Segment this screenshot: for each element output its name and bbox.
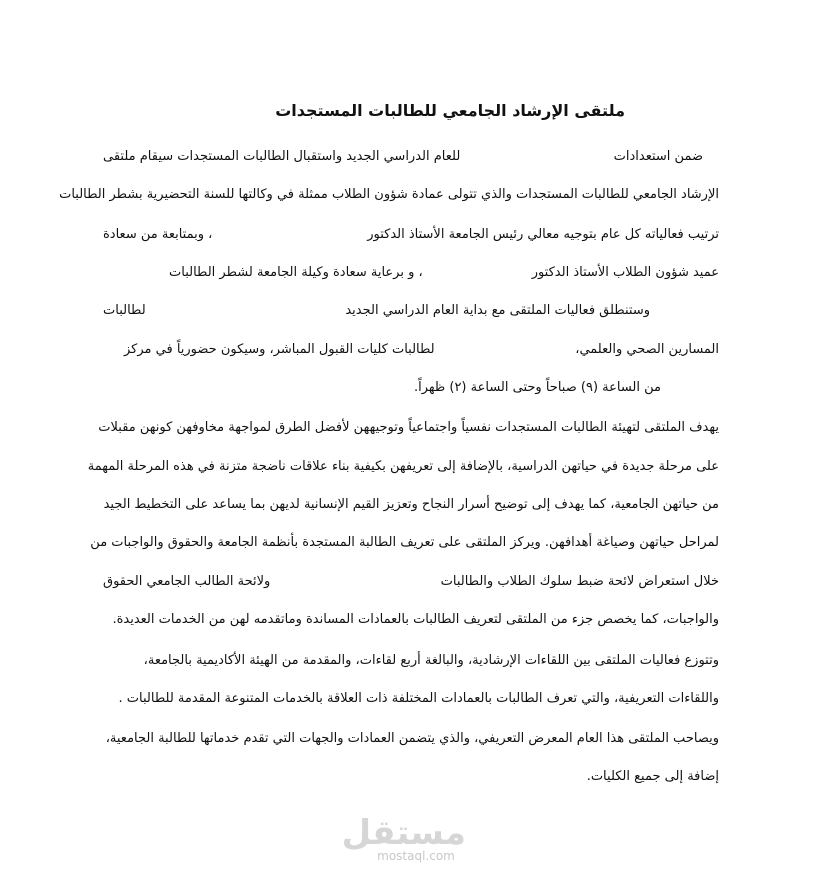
p1-line5-right: وستنطلق فعاليات الملتقى مع بداية العام الدراسي الجديد <box>345 303 650 318</box>
p2-line5-left: ولائحة الطالب الجامعي الحقوق <box>103 574 271 589</box>
p1-line1-left: للعام الدراسي الجديد واستقبال الطالبات المستجدات سيقام ملتقى <box>103 149 461 164</box>
p1-line5-left: لطالبات <box>103 303 146 318</box>
p1-line7: من الساعة (٩) صباحاً وحتى الساعة (٢) ظهراً. <box>413 380 661 395</box>
p1-line1-right: ضمن استعدادات <box>613 149 703 164</box>
p2-line4: لمراحل حياتهن وصياغة أهدافهن. ويركز الملتقى على تعريف الطالبة المستجدة بأنظمة الجامعة والحقوق والواجبات من <box>90 535 719 550</box>
p1-line3-right: ترتيب فعالياته كل عام بتوجيه معالي رئيس الجامعة الأستاذ الدكتور <box>367 227 719 242</box>
p2-line6: والواجبات، كما يخصص جزء من الملتقى لتعريف الطالبات بالعمادات المساندة وماتقدمه لهن من الخدمات العديدة. <box>112 612 719 627</box>
document-title: ملتقى الإرشاد الجامعي للطالبات المستجدات <box>275 101 625 120</box>
p3-line2: واللقاءات التعريفية، والتي تعرف الطالبات بالعمادات المختلفة ذات العلاقة بالخدمات المتنوعة المقدمة للطالبات . <box>118 691 719 706</box>
p2-line3: من حياتهن الجامعية، كما يهدف إلى توضيح أسرار النجاح وتعزيز القيم الإنسانية لديهن بما يساعد على التخطيط الجيد <box>103 497 719 512</box>
p1-line6-right: المسارين الصحي والعلمي، <box>575 342 719 357</box>
p1-line6-left: لطالبات كليات القبول المباشر، وسيكون حضورياً في مركز <box>124 342 435 357</box>
p1-line3-left: ، وبمتابعة من سعادة <box>103 227 213 242</box>
p1-line2: الإرشاد الجامعي للطالبات المستجدات والذي تتولى عمادة شؤون الطلاب ممثلة في وكالتها للسنة التحضيرية بشطر الطالبات <box>59 187 719 202</box>
watermark-url: mostaql.com <box>377 849 455 863</box>
p2-line1: يهدف الملتقى لتهيئة الطالبات المستجدات نفسياً واجتماعياً وتوجيههن لأفضل الطرق لمواجهة مخاوفهن كونهن مقبلات <box>98 420 719 435</box>
watermark-brand: مستقل <box>341 813 466 853</box>
p4-line2: إضافة إلى جميع الكليات. <box>586 769 719 784</box>
p4-line1: ويصاحب الملتقى هذا العام المعرض التعريفي، والذي يتضمن العمادات والجهات التي تقدم خدماتها للطالبة الجامعية، <box>105 731 719 746</box>
p3-line1: وتتوزع فعاليات الملتقى بين اللقاءات الإرشادية، والبالغة أربع لقاءات، والمقدمة من الهيئة الأكاديمية بالجامعة، <box>143 653 719 668</box>
p1-line4-right: عميد شؤون الطلاب الأستاذ الدكتور <box>531 265 719 280</box>
p2-line2: على مرحلة جديدة في حياتهن الدراسية، بالإضافة إلى تعريفهن بكيفية بناء علاقات ناضجة متزنة في هذه المرحلة المهمة <box>87 459 719 474</box>
mostaql-watermark <box>341 813 466 863</box>
p1-line4-left: ، و برعاية سعادة وكيلة الجامعة لشطر الطالبات <box>169 265 423 280</box>
p2-line5-right: خلال استعراض لائحة ضبط سلوك الطلاب والطالبات <box>440 574 719 589</box>
